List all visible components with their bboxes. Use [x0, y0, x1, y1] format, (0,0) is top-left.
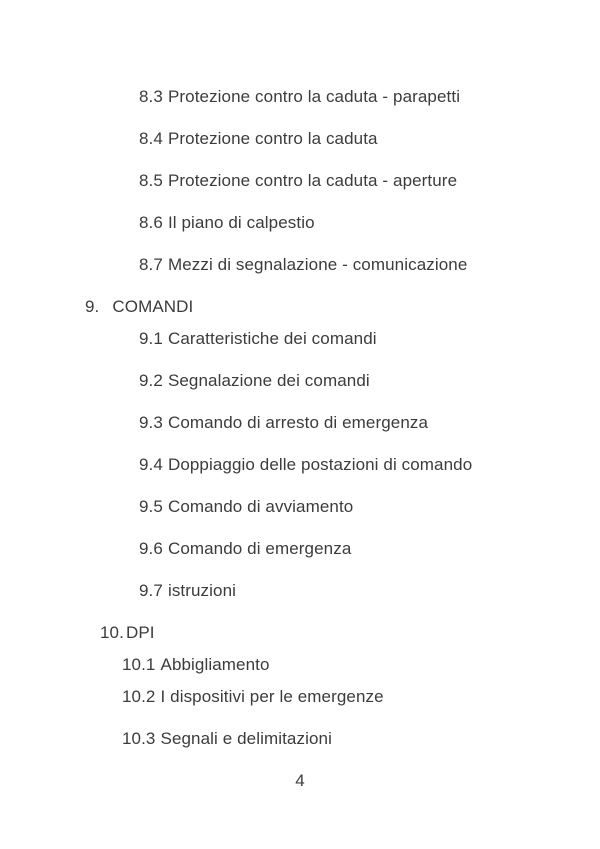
toc-item-8-7 [139, 255, 600, 275]
toc-item-number: 10.1 [122, 655, 156, 674]
toc-item-number: 10. [100, 623, 124, 642]
toc-item-number: 8.3 [139, 87, 163, 106]
toc-item-number: 9.7 [139, 581, 163, 600]
toc-item-9 [85, 297, 600, 317]
toc-item-9-4 [139, 455, 600, 475]
toc-item-9-5 [139, 497, 600, 517]
toc-item-number: 8.6 [139, 213, 163, 232]
toc-item-number: 8.4 [139, 129, 163, 148]
toc-item-9-7 [139, 581, 600, 601]
toc-item-title: Comando di emergenza [167, 539, 352, 558]
toc-item-number: 9.2 [139, 371, 163, 390]
toc-item-title: Doppiaggio delle postazioni di comando [167, 455, 473, 474]
toc-item-title: Protezione contro la caduta - aperture [167, 171, 458, 190]
toc-item-number: 10.2 [122, 687, 156, 706]
toc-item-title: Mezzi di segnalazione - comunicazione [167, 255, 468, 274]
toc-item-9-2 [139, 371, 600, 391]
toc-item-8-4 [139, 129, 600, 149]
toc-item-title: Segnalazione dei comandi [167, 371, 370, 390]
toc-item-9-6 [139, 539, 600, 559]
toc-item-number: 9.5 [139, 497, 163, 516]
toc-item-number: 9.4 [139, 455, 163, 474]
toc-item-number: 9.1 [139, 329, 163, 348]
toc-item-title: DPI [125, 623, 155, 642]
toc-item-title: Abbigliamento [160, 655, 270, 674]
toc-item-title: COMANDI [112, 297, 194, 316]
toc-item-title: Protezione contro la caduta [167, 129, 378, 148]
toc-item-8-6 [139, 213, 600, 233]
toc-item-title: Protezione contro la caduta - parapetti [167, 87, 461, 106]
toc-item-title: Segnali e delimitazioni [160, 729, 332, 748]
toc-item-number: 8.5 [139, 171, 163, 190]
toc-item-10-1 [122, 655, 600, 675]
toc-item-10-2 [122, 687, 600, 707]
toc-item-number: 10.3 [122, 729, 156, 748]
toc-item-title: Comando di avviamento [167, 497, 354, 516]
toc-item-title: Comando di arresto di emergenza [167, 413, 429, 432]
page-footer [0, 771, 600, 791]
toc-item-9-1 [139, 329, 600, 349]
toc-item-title: I dispositivi per le emergenze [160, 687, 384, 706]
toc-item-10 [100, 623, 600, 643]
toc-item-title: istruzioni [167, 581, 237, 600]
toc-item-number: 9.6 [139, 539, 163, 558]
toc-item-8-3 [139, 87, 600, 107]
toc-item-number: 8.7 [139, 255, 163, 274]
toc-item-10-3 [122, 729, 600, 749]
toc-item-8-5 [139, 171, 600, 191]
toc-item-number: 9. [85, 297, 100, 316]
toc-item-title: Il piano di calpestio [167, 213, 315, 232]
toc-item-number: 9.3 [139, 413, 163, 432]
toc-item-title: Caratteristiche dei comandi [167, 329, 377, 348]
toc-item-9-3 [139, 413, 600, 433]
page-number: 4 [295, 771, 305, 790]
